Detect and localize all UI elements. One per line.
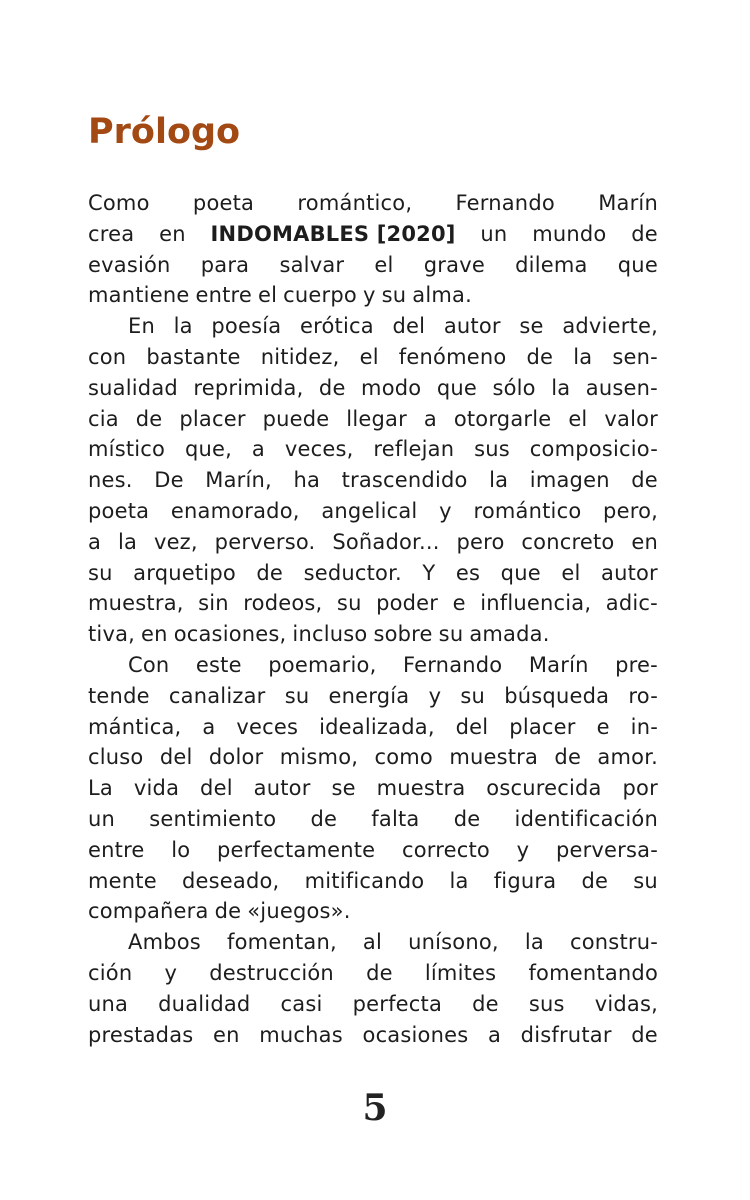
word: falta (371, 806, 420, 831)
word: amor. (597, 745, 658, 770)
word: poder (376, 591, 439, 616)
text-line (88, 188, 658, 219)
word: de (554, 745, 582, 770)
word: al (362, 930, 383, 955)
word: «juegos». (247, 899, 351, 924)
word: llegar (346, 406, 407, 431)
word: cia (88, 406, 119, 431)
word: a (88, 529, 102, 554)
word: ha (293, 468, 321, 493)
word: búsqueda (504, 683, 610, 708)
word: perfectamente (217, 837, 376, 862)
word: el (568, 406, 588, 431)
word: del (159, 745, 193, 770)
word: angelical (321, 498, 418, 523)
word: composicio- (529, 437, 658, 462)
paragraph (88, 188, 658, 311)
word: veces (236, 714, 299, 739)
word: Soñador... (332, 529, 440, 554)
text-line (88, 804, 658, 835)
word: adic- (605, 591, 658, 616)
text-line (88, 280, 658, 311)
word: fenómeno (398, 344, 507, 369)
word: sentimiento (149, 806, 277, 831)
word: y (439, 498, 452, 523)
word: destrucción (209, 960, 334, 985)
book-title-emphasis: INDOMABLES [2020] (210, 221, 456, 246)
word: una (88, 991, 129, 1016)
word: su (633, 868, 658, 893)
word: vidas, (594, 991, 658, 1016)
word: perverso. (214, 529, 316, 554)
word: autor (443, 314, 501, 339)
word: Ambos (128, 930, 201, 955)
word: muestra (376, 776, 466, 801)
text-line (88, 527, 658, 558)
word: deseado, (182, 868, 280, 893)
word: puede (262, 406, 330, 431)
word: imagen (529, 468, 610, 493)
text-line (88, 712, 658, 743)
word: otorgarle (453, 406, 552, 431)
word: a (423, 406, 437, 431)
word: Como (88, 191, 150, 215)
word: su (438, 622, 464, 647)
word: e (452, 591, 466, 616)
word: de (214, 899, 242, 924)
word: identificación (514, 806, 658, 831)
word: ción (88, 960, 133, 985)
word: su (284, 683, 310, 708)
word: muchas (259, 1022, 343, 1047)
text-line (88, 465, 658, 496)
word: muestra (449, 745, 539, 770)
text-line (88, 619, 658, 650)
word: concreto (521, 529, 615, 554)
word: un (88, 806, 116, 831)
word: a (487, 1022, 502, 1047)
text-line (88, 311, 658, 342)
word: de (310, 806, 338, 831)
text-line (88, 927, 658, 958)
word: romántico (473, 498, 582, 523)
word: Y (422, 560, 436, 585)
word: arquetipo (133, 560, 236, 585)
word: el (258, 283, 278, 308)
word: Marín (528, 652, 589, 677)
word: la (573, 344, 593, 369)
word: e (596, 714, 610, 739)
text-line (88, 958, 658, 989)
word: de (631, 1022, 658, 1047)
prologue-body (88, 188, 658, 1050)
word: vida (133, 776, 180, 801)
word: de (453, 806, 481, 831)
word: de (631, 221, 658, 246)
word: de (366, 960, 393, 985)
word: la (117, 529, 138, 554)
word: ro- (628, 683, 658, 708)
word: su (336, 591, 362, 616)
word: autor (253, 776, 311, 801)
word: su (460, 683, 486, 708)
word: por (622, 776, 658, 801)
paragraph (88, 311, 658, 650)
word: vez, (153, 529, 198, 554)
word: perversa- (555, 837, 658, 862)
word: mismo, (279, 745, 359, 770)
page-title: Prólogo (88, 112, 241, 152)
word: canalizar (168, 683, 266, 708)
word: poesía (211, 314, 282, 339)
word: muestra, (88, 591, 184, 616)
word: prestadas (88, 1022, 194, 1047)
word: la (489, 468, 509, 493)
word: de (318, 375, 346, 400)
word: placer (509, 714, 576, 739)
word: pero, (603, 498, 658, 523)
text-line (88, 989, 658, 1020)
word: que (436, 375, 477, 400)
word: a (202, 714, 216, 739)
word: energía (328, 683, 410, 708)
word: oscurecida (486, 776, 602, 801)
word: del (392, 314, 426, 339)
word: Marín (598, 191, 658, 215)
word: mundo (532, 221, 607, 246)
page-number: 5 (362, 1087, 388, 1129)
word: en (159, 221, 186, 246)
word: se (519, 314, 544, 339)
word: como (374, 745, 433, 770)
word: sualidad (88, 375, 178, 400)
text-line (88, 742, 658, 773)
text-line (88, 342, 658, 373)
word: ausen- (585, 375, 658, 400)
word: disfrutar (520, 1022, 612, 1047)
word: erótica (300, 314, 374, 339)
word: cuerpo (283, 283, 357, 308)
text-line (88, 896, 658, 927)
word: autor (601, 560, 658, 585)
word: fomentando (528, 960, 658, 985)
word: grave (423, 252, 485, 277)
word: valor (604, 406, 658, 431)
word: sus (474, 437, 510, 462)
text-line (88, 373, 658, 404)
word: Fernando (455, 191, 555, 215)
text-line (88, 558, 658, 589)
word: tiva, (88, 622, 136, 647)
word: sin (198, 591, 229, 616)
word: límites (424, 960, 497, 985)
word: la (449, 868, 469, 893)
word: Con (128, 652, 170, 677)
word: con (88, 344, 127, 369)
word: tende (88, 683, 150, 708)
word: de (472, 991, 499, 1016)
word: incluso (292, 622, 368, 647)
word: compañera (88, 899, 209, 924)
word: mántica, (88, 714, 182, 739)
word: enamorado, (170, 498, 300, 523)
word: entre (88, 837, 145, 862)
text-line (88, 434, 658, 465)
word: de (631, 468, 658, 493)
text-line (88, 835, 658, 866)
word: el (561, 560, 581, 585)
text-line (88, 866, 658, 897)
word: del (200, 776, 233, 801)
word: sobre (373, 622, 433, 647)
word: que (617, 252, 658, 277)
word: para (200, 252, 250, 277)
word: modo (361, 375, 422, 400)
word: que (500, 560, 541, 585)
word: reflejan (373, 437, 455, 462)
word: poeta (192, 191, 255, 215)
word: de (581, 868, 609, 893)
word: se (331, 776, 356, 801)
word: perfecta (352, 991, 443, 1016)
word: amada. (469, 622, 550, 647)
word: ocasiones (362, 1022, 469, 1047)
word: y (516, 837, 530, 862)
word: el (374, 252, 394, 277)
text-line (88, 219, 658, 250)
word: En (128, 314, 155, 339)
word: alma. (412, 283, 472, 308)
word: advierte, (562, 314, 658, 339)
paragraph (88, 650, 658, 927)
word: sen- (612, 344, 658, 369)
word: nitidez, (260, 344, 340, 369)
word: un (480, 221, 508, 246)
word: cluso (88, 745, 144, 770)
word: sólo (492, 375, 536, 400)
word: la (173, 314, 193, 339)
word: poemario, (268, 652, 377, 677)
text-line (88, 588, 658, 619)
word: y (164, 960, 178, 985)
text-line (88, 650, 658, 681)
word: influencia, (480, 591, 592, 616)
word: figura (493, 868, 557, 893)
word: constru- (570, 930, 658, 955)
word: reprimida, (193, 375, 304, 400)
word: romántico, (297, 191, 413, 215)
word: de (135, 406, 163, 431)
text-line (88, 1020, 658, 1051)
word: mente (88, 868, 157, 893)
word: dualidad (158, 991, 251, 1016)
word: dilema (515, 252, 588, 277)
word: entre (195, 283, 253, 308)
word: mitificando (304, 868, 425, 893)
word: crea (88, 221, 135, 246)
word: veces, (284, 437, 354, 462)
word: placer (179, 406, 246, 431)
word: evasión (88, 252, 171, 277)
word: ocasiones, (173, 622, 287, 647)
word: místico (88, 437, 166, 462)
word: correcto (401, 837, 490, 862)
word: la (551, 375, 571, 400)
word: poeta (88, 498, 150, 523)
word: Marín, (205, 468, 272, 493)
word: en (631, 529, 658, 554)
word: la (524, 930, 544, 955)
text-line (88, 496, 658, 527)
word: idealizada, (319, 714, 435, 739)
word: en (141, 622, 168, 647)
word: bastante (146, 344, 241, 369)
word: seductor. (303, 560, 402, 585)
word: de (526, 344, 554, 369)
word: rodeos, (243, 591, 323, 616)
word: y (428, 683, 442, 708)
text-line (88, 404, 658, 435)
word: de (256, 560, 284, 585)
word: y (362, 283, 376, 308)
text-line (88, 250, 658, 281)
word: en (213, 1022, 240, 1047)
word: sus (528, 991, 565, 1016)
word: es (455, 560, 481, 585)
word: in- (630, 714, 658, 739)
word: dolor (208, 745, 264, 770)
word: del (455, 714, 489, 739)
word: salvar (279, 252, 345, 277)
word: su (381, 283, 407, 308)
word: este (195, 652, 242, 677)
word: fomentan, (227, 930, 337, 955)
word: pero (456, 529, 505, 554)
word: el (359, 344, 379, 369)
word: Fernando (402, 652, 503, 677)
paragraph (88, 927, 658, 1050)
word: De (154, 468, 184, 493)
word: casi (280, 991, 323, 1016)
text-line (88, 773, 658, 804)
word: lo (171, 837, 191, 862)
text-line (88, 681, 658, 712)
word: La (88, 776, 113, 801)
word: pre- (615, 652, 658, 677)
word: que, (184, 437, 233, 462)
word: mantiene (88, 283, 190, 308)
word: unísono, (408, 930, 499, 955)
word: nes. (88, 468, 133, 493)
word: su (88, 560, 113, 585)
word: trascendido (341, 468, 468, 493)
word: a (251, 437, 265, 462)
